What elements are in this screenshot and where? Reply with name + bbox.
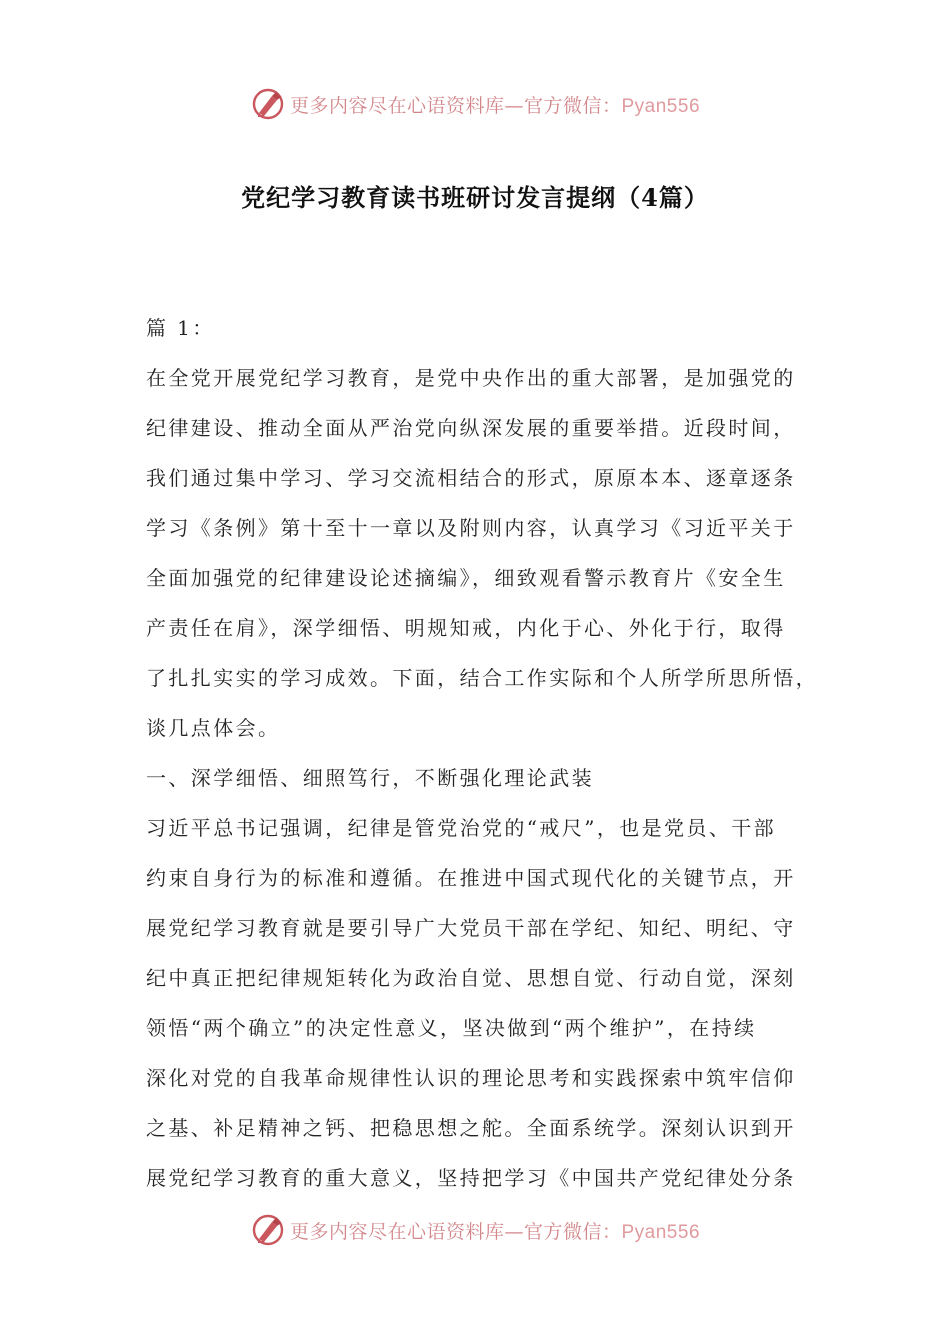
section-label: 篇 1：	[146, 316, 215, 340]
pen-nib-seal-icon	[250, 86, 286, 122]
watermark-label: 更多内容尽在心语资料库—官方微信：	[289, 1220, 622, 1243]
paragraph-line: 产责任在肩》，深学细悟、明规知戒，内化于心、外化于行，取得	[146, 616, 786, 640]
document-body	[146, 303, 826, 1203]
watermark-wechat-id: Pyan556	[621, 95, 701, 117]
pen-nib-seal-icon	[250, 1212, 286, 1248]
document-title: 党纪学习教育读书班研讨发言提纲（4篇）	[241, 183, 709, 212]
paragraph-line: 纪中真正把纪律规矩转化为政治自觉、思想自觉、行动自觉，深刻	[146, 966, 796, 990]
paragraph-line: 学习《条例》第十至十一章以及附则内容，认真学习《习近平关于	[146, 516, 796, 540]
watermark-wechat-id: Pyan556	[621, 1221, 701, 1243]
paragraph-line: 习近平总书记强调，纪律是管党治党的“戒尺”，也是党员、干部	[146, 816, 777, 840]
header-watermark	[0, 84, 950, 124]
paragraph-line: 深化对党的自我革命规律性认识的理论思考和实践探索中筑牢信仰	[146, 1066, 796, 1090]
paragraph-line: 全面加强党的纪律建设论述摘编》，细致观看警示教育片《安全生	[146, 566, 786, 590]
paragraph-line: 纪律建设、推动全面从严治党向纵深发展的重要举措。近段时间，	[146, 416, 796, 440]
section-heading: 一、深学细悟、细照笃行，不断强化理论武装	[146, 766, 594, 790]
paragraph-line: 展党纪学习教育的重大意义，坚持把学习《中国共产党纪律处分条	[146, 1166, 796, 1190]
paragraph-line: 了扎扎实实的学习成效。下面，结合工作实际和个人所学所思所悟，	[146, 666, 818, 690]
paragraph-line: 谈几点体会。	[146, 716, 281, 740]
watermark-text	[290, 1217, 700, 1244]
watermark-label: 更多内容尽在心语资料库—官方微信：	[289, 94, 622, 117]
paragraph-line: 展党纪学习教育就是要引导广大党员干部在学纪、知纪、明纪、守	[146, 916, 796, 940]
paragraph-line: 之基、补足精神之钙、把稳思想之舵。全面系统学。深刻认识到开	[146, 1116, 796, 1140]
paragraph-line: 我们通过集中学习、学习交流相结合的形式，原原本本、逐章逐条	[146, 466, 796, 490]
watermark-text	[290, 91, 700, 118]
paragraph-line: 在全党开展党纪学习教育，是党中央作出的重大部署，是加强党的	[146, 366, 796, 390]
footer-watermark	[0, 1210, 950, 1250]
paragraph-line: 约束自身行为的标准和遵循。在推进中国式现代化的关键节点，开	[146, 866, 796, 890]
paragraph-line: 领悟“两个确立”的决定性意义，坚决做到“两个维护”，在持续	[146, 1016, 757, 1040]
